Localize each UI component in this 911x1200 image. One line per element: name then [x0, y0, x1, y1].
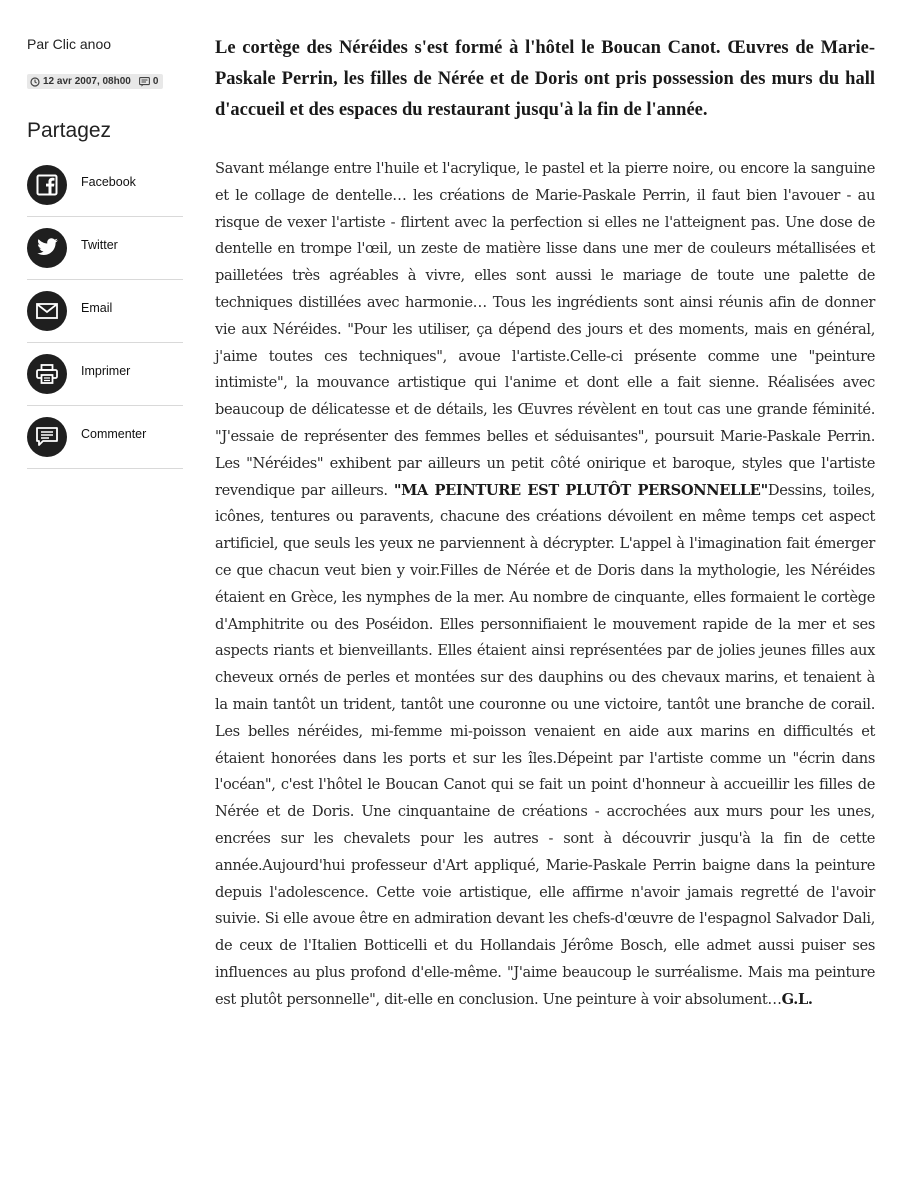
article-subheading: "MA PEINTURE EST PLUTÔT PERSONNELLE" [393, 481, 768, 499]
article-body [215, 156, 875, 1014]
comment-count-icon [139, 77, 150, 87]
share-facebook-label: Facebook [81, 175, 136, 189]
share-email-button[interactable] [27, 280, 183, 343]
twitter-icon [27, 228, 67, 268]
comment-icon [27, 417, 67, 457]
meta-badge [27, 74, 163, 89]
print-icon [27, 354, 67, 394]
clock-icon [30, 77, 40, 87]
article-signature: G.L. [781, 990, 813, 1008]
share-facebook-button[interactable] [27, 154, 183, 217]
share-comment-label: Commenter [81, 427, 147, 441]
publish-date: 12 avr 2007, 08h00 [43, 76, 131, 87]
article-body-part1: Savant mélange entre l'huile et l'acrylique, le pastel et la pierre noire, ou encore la sanguine et le collage de dentelle… les créations de Marie-Paskale Perrin, il faut bien l'avouer - au risque de vexer l'artiste - flirtent avec la perfection si elles ne l'atteignent pas. Une dose de dentelle en trompe l'œil, un zeste de matière lisse dans une mer de couleurs métallisées et pailletées très agréables à vivre, elles sont aussi le mariage de toute une palette de techniques distillées avec harmonie… Tous les ingrédients sont ainsi réunis afin de donner vie aux Néréides. "Pour les utiliser, ça dépend des jours et des moments, mais en général, j'aime toutes ces techniques", avoue l'artiste.Celle-ci présente comme une "peinture intimiste", la mouvance artistique qui l'anime et dont elle a fait sienne. Réalisées avec beaucoup de délicatesse et de détails, les Œuvres révèlent en tout cas une grande féminité. "J'essaie de représenter des femmes belles et séduisantes", poursuit Marie-Paskale Perrin. Les "Néréides" exhibent par ailleurs un petit côté onirique et baroque, styles que l'artiste revendique par ailleurs. [215, 160, 875, 499]
comment-count: 0 [152, 76, 159, 87]
share-title: Partagez [27, 119, 112, 142]
share-print-label: Imprimer [81, 364, 131, 378]
share-twitter-button[interactable] [27, 217, 183, 280]
facebook-icon [27, 165, 67, 205]
article [215, 33, 875, 1014]
email-icon [27, 291, 67, 331]
author-byline[interactable]: Par Clic anoo [27, 36, 112, 52]
share-comment-button[interactable] [27, 406, 183, 469]
article-body-part2: Dessins, toiles, icônes, tentures ou paravents, chacune des créations dévoilent en même temps cet aspect artificiel, que seuls les yeux ne parviennent à décrypter. L'appel à l'imagination fait émerger ce que chacun veut bien y voir.Filles de Nérée et de Doris dans la mythologie, les Néréides étaient en Grèce, les nymphes de la mer. Au nombre de cinquante, elles formaient le cortège d'Amphitrite ou des Poséidon. Elles personnifiaient le mouvement rapide de la mer et ses aspects riants et bienveillants. Elles étaient ainsi représentées par de jolies jeunes filles aux cheveux ornés de perles et montées sur des dauphins ou des chevaux marins, et tenaient à la main tantôt un trident, tantôt une couronne ou une victoire, tantôt une branche de corail. Les belles néréides, mi-femme mi-poisson venaient en aide aux marins en difficultés et étaient honorées dans les ports et sur les îles.Dépeint par l'artiste comme un "écrin dans l'océan", c'est l'hôtel le Boucan Canot qui se fait un point d'honneur à accueillir les filles de Nérée et de Doris. Une cinquantaine de créations - accrochées aux murs pour les unes, encrées sur les chevalets pour les autres - sont à découvrir jusqu'à la fin de cette année.Aujourd'hui professeur d'Art appliqué, Marie-Paskale Perrin baigne dans la peinture depuis l'adolescence. Cette voie artistique, elle affirme n'avoir jamais regretté de l'avoir suivie. Si elle avoue être en admiration devant les chefs-d'œuvre de l'espagnol Salvador Dali, de ceux de l'Italien Botticelli et du Hollandais Jérôme Bosch, elle admet aussi puiser ses influences au plus profond d'elle-même. "J'aime beaucoup le surréalisme. Mais ma peinture est plutôt personnelle", dit-elle en conclusion. Une peinture à voir absolument… [215, 481, 875, 1008]
share-twitter-label: Twitter [81, 238, 118, 252]
article-lead: Le cortège des Néréides s'est formé à l'hôtel le Boucan Canot. Œuvres de Marie-Paskale Perrin, les filles de Nérée et de Doris ont pris possession des murs du hall d'accueil et des espaces du restaurant jusqu'à la fin de l'année. [215, 38, 875, 120]
share-email-label: Email [81, 301, 113, 315]
share-print-button[interactable] [27, 343, 183, 406]
share-list [27, 154, 183, 469]
